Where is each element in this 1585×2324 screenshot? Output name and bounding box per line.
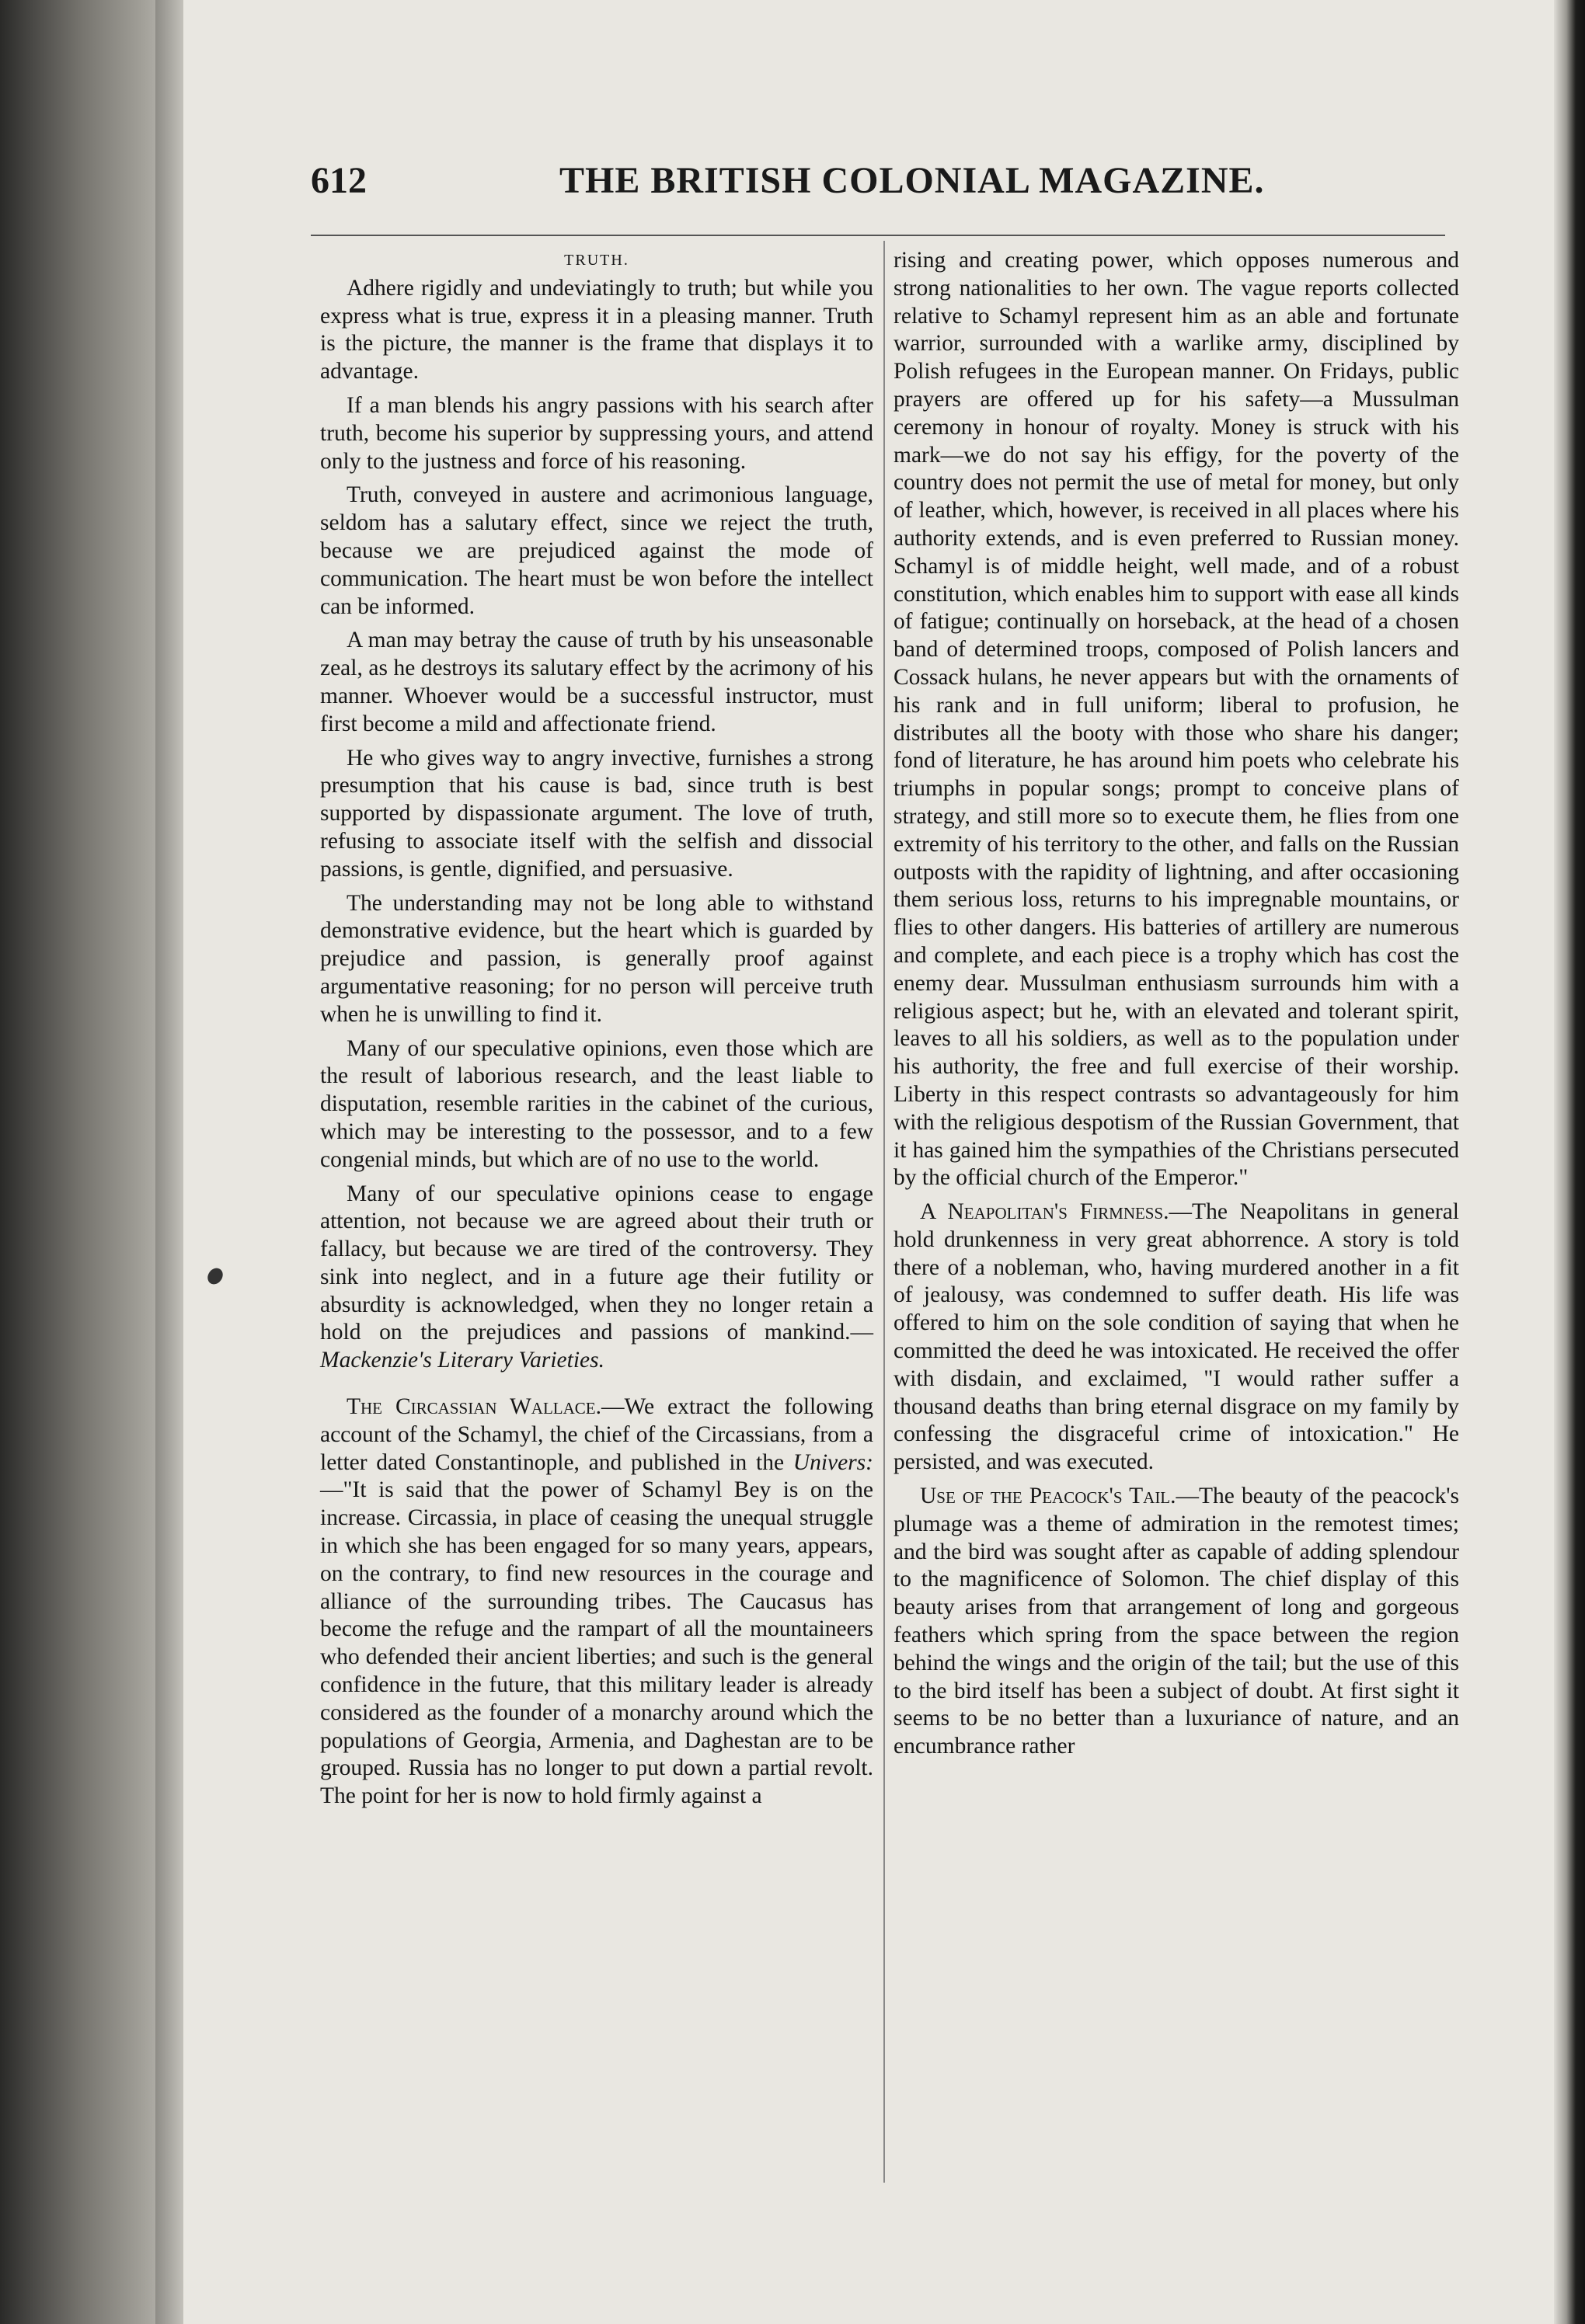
page-number: 612 — [311, 160, 367, 201]
ink-smudge — [204, 1265, 225, 1287]
neapolitan-title: A Neapolitan's Firmness. — [920, 1199, 1169, 1225]
truth-paragraph: If a man blends his angry passions with his search after truth, become his superior by suppressing yours, and attend only to the justness and force of his reasoning. — [320, 392, 873, 474]
page-edge-shadow — [1554, 0, 1585, 2324]
truth-paragraph: The understanding may not be long able to withstand demonstrative evidence, but the heart which is guarded by prejudice and passion, is generally proof against argumentative reasoning; for no person will perceive truth when he is unwilling to find it. — [320, 890, 873, 1027]
circassian-article — [320, 1393, 873, 1811]
peacock-article — [894, 1483, 1459, 1761]
circassian-text-a: —We extract the following account of the Schamyl, the chief of the Circassians, from a letter dated Constantinople, and published in the — [320, 1394, 873, 1475]
truth-p8-text: Many of our speculative opinions cease to engage attention, not because we are agreed about their truth or fallacy, but because we are tired of the controversy. They sink into neglect, and in a future age their futility or absurdity is acknowledged, when they no longer retain a hold on the prejudices and passions of mankind.— — [320, 1181, 873, 1345]
truth-source: Mackenzie's Literary Varieties. — [320, 1348, 604, 1373]
header-rule — [311, 235, 1445, 236]
truth-title: TRUTH. — [564, 252, 629, 269]
circassian-title: The Circassian Wallace. — [347, 1394, 601, 1420]
univers-title: Univers: — [792, 1449, 873, 1475]
peacock-text: —The beauty of the peacock's plumage was a theme of admiration in the remotest times; and the bird was sought after as capable of adding splendour to the magnificence of Solomon. The chief display of this beauty arises from that arrangement of long and gorgeous feathers which spring from the space between the region behind the wings and the origin of the tail; but the use of this to the bird itself has been a subject of doubt. At first sight it seems to be no better than a luxuriance of nature, and an encumbrance rather — [894, 1484, 1459, 1759]
circassian-continued: rising and creating power, which opposes numerous and strong nationalities to her own. The vague reports collected relative to Schamyl represent him as an able and fortunate warrior, surrounded with a warlike army, disciplined by Polish refugees in the European manner. On Fridays, public prayers are offered up for his safety—a Mussulman ceremony in honour of royalty. Money is struck with his mark—we do not say his effigy, for the poverty of the country does not permit the use of metal for money, but only of leather, which, however, is received in all places where his authority extends, and is even preferred to Russian money. Schamyl is of middle height, well made, and of a robust constitution, which enables him to support with ease all kinds of fatigue; continually on horseback, at the head of a chosen band of determined troops, composed of Polish lancers and Cossack hulans, he never appears but with the ornaments of his rank and in full uniform; liberal to profusion, he distributes all the booty with those who share his danger; fond of literature, he has around him poets who celebrate his triumphs in popular songs; prompt to conceive plans of strategy, and still more so to execute them, he flies from one extremity of his territory to the other, and falls on the Russian outposts with the rapidity of lightning, and after occasioning them serious loss, returns to his impregnable mountains, or flies to other dangers. His batteries of artillery are numerous and complete, and each piece is a trophy which has cost the enemy dear. Mussulman enthusiasm surrounds him with a religious aspect; but he, with an elevated and tolerant spirit, leaves to all his soldiers, as well as to the population under his authority, the free and full exercise of their worship. Liberty in this respect contrasts so advantageously for him with the religious despotism of the Russian Government, that it has gained him the sympathies of the Christians persecuted by the official church of the Emperor." — [894, 248, 1459, 1191]
peacock-title: Use of the Peacock's Tail. — [920, 1484, 1176, 1509]
truth-paragraph: Truth, conveyed in austere and acrimonious language, seldom has a salutary effect, since we reject the truth, because we are prejudiced against the mode of communication. The heart must be won before the intellect can be informed. — [320, 482, 873, 619]
running-head: THE BRITISH COLONIAL MAGAZINE. — [559, 160, 1265, 201]
truth-paragraph: A man may betray the cause of truth by his unseasonable zeal, as he destroys its salutary effect by the acrimony of his manner. Whoever would be a successful instructor, must first become a mild and affectionate friend. — [320, 628, 873, 736]
column-divider — [883, 241, 885, 2183]
left-column — [320, 247, 873, 1811]
circassian-text-b: —"It is said that the power of Schamyl Bey is on the increase. Circassia, in place of ceasing the unequal struggle in which she has been engaged for so many years, appears, on the contrary, to find new resources in the courage and alliance of the surrounding tribes. The Caucasus has become the refuge and the rampart of all the mountaineers who defended their ancient liberties; and such is the general confidence in the future, that this military leader is already considered as the founder of a monarchy around which the populations of Georgia, Armenia, and Daghestan are to be grouped. Russia has no longer to put down a partial revolt. The point for her is now to hold firmly against a — [320, 1477, 873, 1809]
neapolitan-text: —The Neapolitans in general hold drunkenness in very great abhorrence. A story is told there of a nobleman, who, having murdered another in a fit of jealousy, was condemned to suffer death. His life was offered to him on the sole condition of saying that when he committed the deed he was intoxicated. He received the offer with disdain, and exclaimed, "I would rather suffer a thousand deaths than bring eternal disgrace on my family by confessing the disgraceful crime of intoxication." He persisted, and was executed. — [894, 1199, 1459, 1475]
truth-paragraph-last — [320, 1181, 873, 1376]
neapolitan-article — [894, 1199, 1459, 1477]
truth-paragraph: Many of our speculative opinions, even those which are the result of laborious research, and the least liable to disputation, resemble rarities in the cabinet of the curious, which may be interesting to the possessor, and to a few congenial minds, but which are of no use to the world. — [320, 1035, 873, 1172]
right-column — [894, 247, 1459, 1761]
book-spine-shadow — [0, 0, 183, 2324]
page-header — [311, 159, 1453, 214]
truth-paragraph: Adhere rigidly and undeviatingly to truth; but while you express what is true, express it in a pleasing manner. Truth is the picture, the manner is the frame that displays it to advantage. — [320, 275, 873, 384]
truth-paragraph: He who gives way to angry invective, furnishes a strong presumption that his cause is bad, since truth is best supported by dispassionate argument. The love of truth, refusing to associate itself with the selfish and dissocial passions, is gentle, dignified, and persuasive. — [320, 745, 873, 882]
